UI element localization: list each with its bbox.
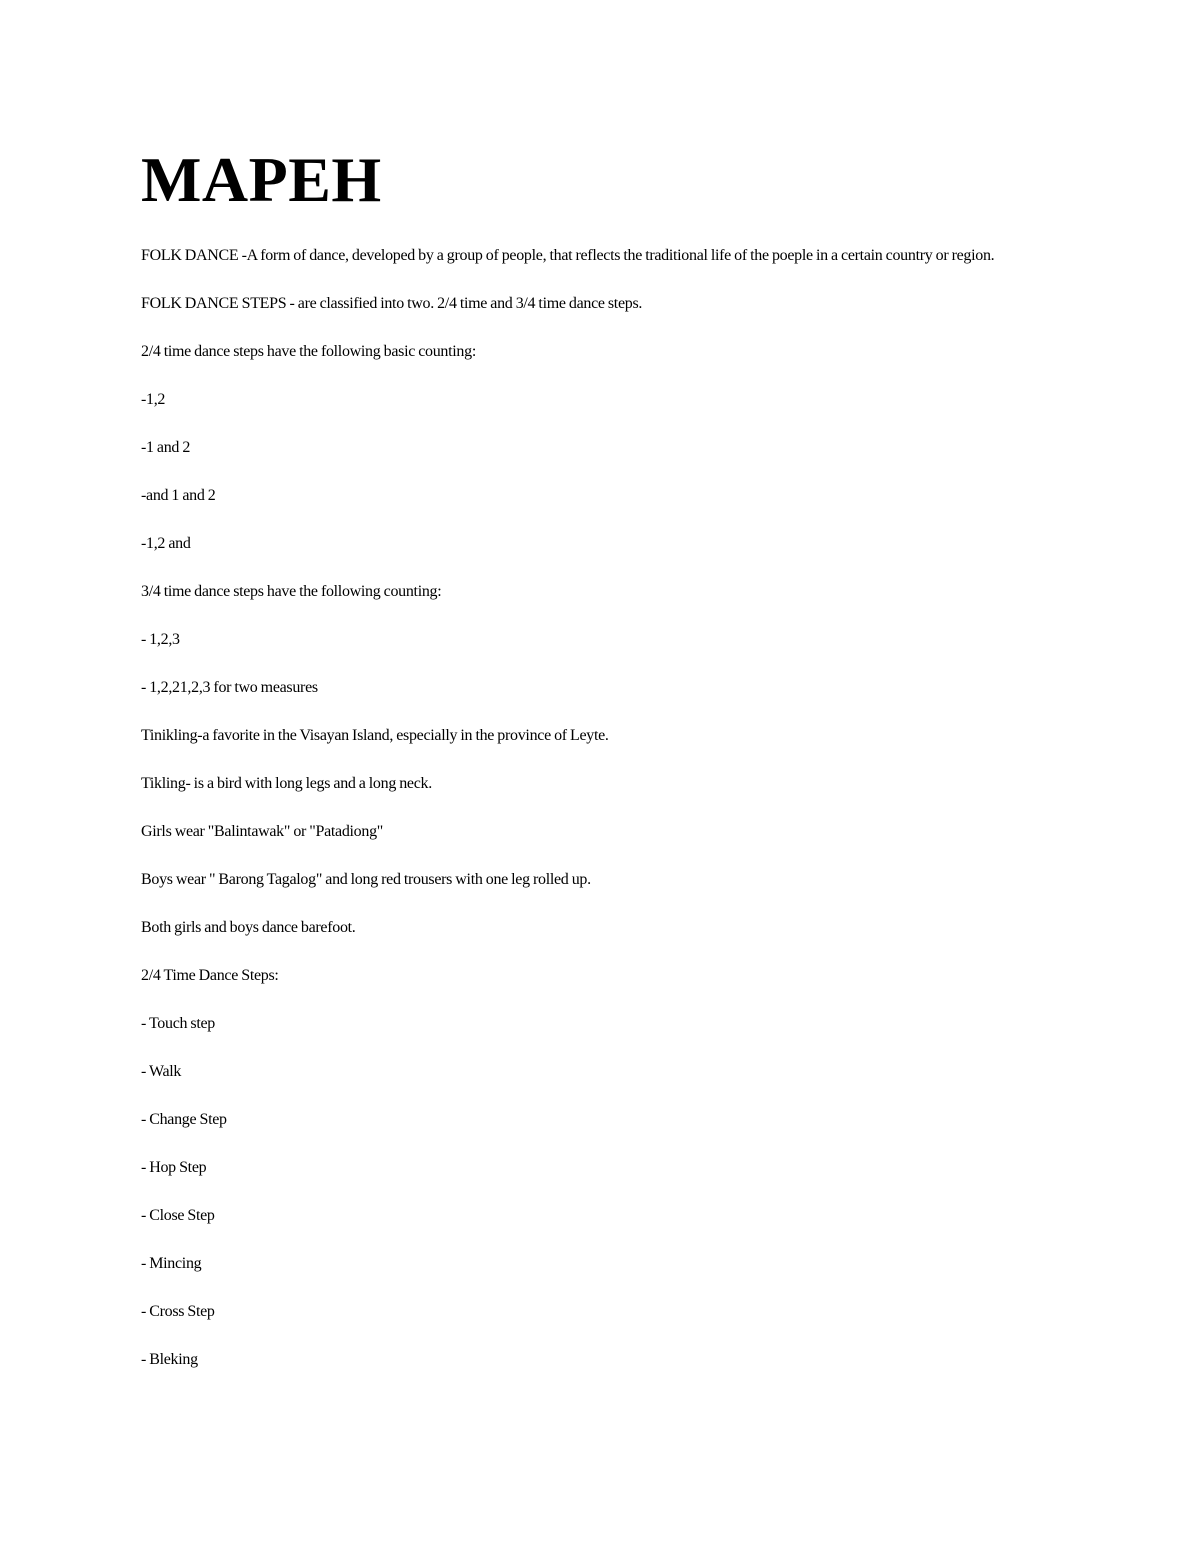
dance-step-item: - Walk: [141, 1063, 182, 1080]
counting-item: -1 and 2: [141, 439, 191, 456]
dance-step-item: - Cross Step: [141, 1303, 215, 1320]
dance-step-item: - Hop Step: [141, 1159, 207, 1176]
paragraph-two-four-steps-heading: 2/4 Time Dance Steps:: [141, 967, 279, 984]
paragraph-tikling: Tikling- is a bird with long legs and a long neck.: [141, 775, 432, 792]
paragraph-three-four-counting-intro: 3/4 time dance steps have the following counting:: [141, 583, 442, 600]
counting-item: -1,2 and: [141, 535, 191, 552]
document-title: MAPEH: [141, 144, 382, 215]
paragraph-barefoot: Both girls and boys dance barefoot.: [141, 919, 356, 936]
paragraph-tinikling: Tinikling-a favorite in the Visayan Island, especially in the province of Leyte.: [141, 727, 609, 744]
counting-item: - 1,2,21,2,3 for two measures: [141, 679, 318, 696]
paragraph-boys-wear: Boys wear " Barong Tagalog" and long red trousers with one leg rolled up.: [141, 871, 591, 888]
document-body: [141, 144, 1041, 1370]
paragraph-two-four-counting-intro: 2/4 time dance steps have the following basic counting:: [141, 343, 476, 360]
dance-step-item: - Touch step: [141, 1015, 215, 1032]
dance-step-item: - Change Step: [141, 1111, 227, 1128]
paragraph-folk-dance-definition: FOLK DANCE -A form of dance, developed by a group of people, that reflects the traditional life of the poeple in a certain country or region.: [141, 247, 995, 264]
paragraph-girls-wear: Girls wear "Balintawak" or "Patadiong": [141, 823, 383, 840]
dance-step-item: - Close Step: [141, 1207, 215, 1224]
counting-item: - 1,2,3: [141, 631, 180, 648]
dance-step-item: - Mincing: [141, 1255, 202, 1272]
dance-step-item: - Bleking: [141, 1351, 198, 1368]
counting-item: -1,2: [141, 391, 166, 408]
paragraph-folk-dance-steps: FOLK DANCE STEPS - are classified into two. 2/4 time and 3/4 time dance steps.: [141, 295, 643, 312]
counting-item: -and 1 and 2: [141, 487, 216, 504]
